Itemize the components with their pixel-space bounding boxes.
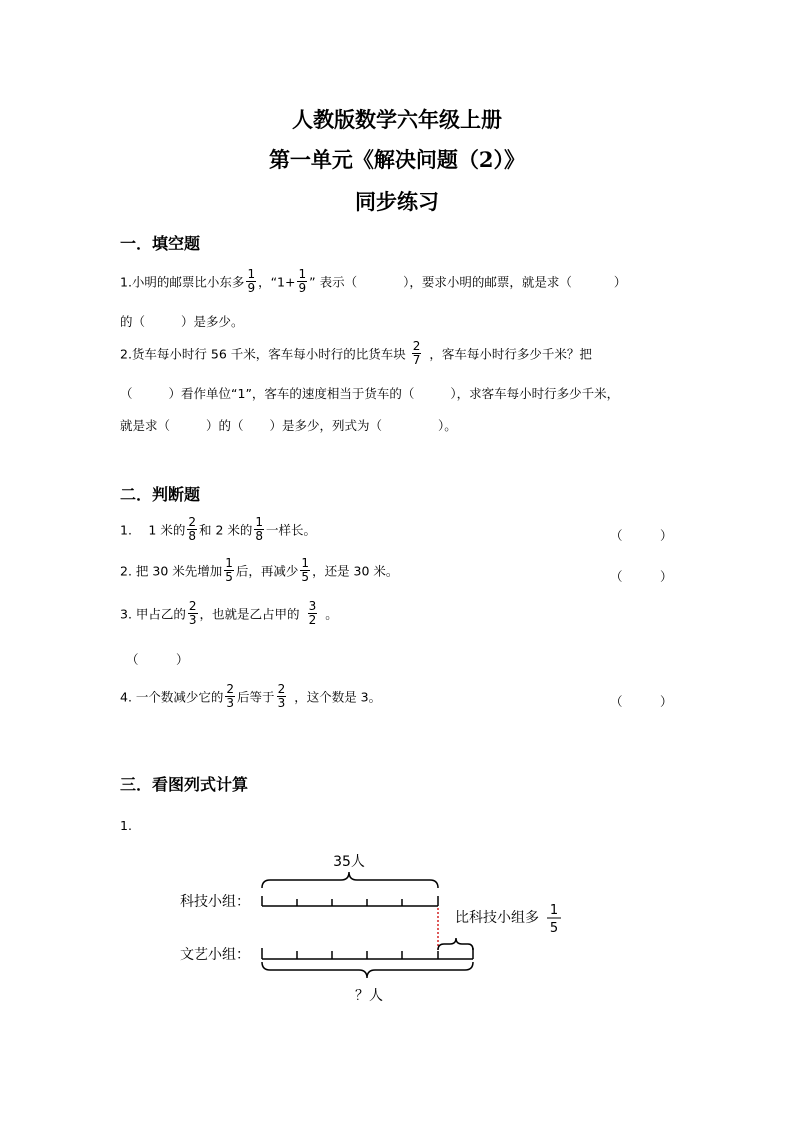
section-diagram-calc: 三．看图列式计算 (120, 775, 249, 794)
row1-label: 科技小组： (180, 894, 250, 910)
art-ticks (262, 948, 473, 959)
side-label: 比科技小组多 (455, 910, 539, 926)
doc-heading: 同步练习 (355, 189, 439, 214)
bottom-brace (262, 962, 473, 978)
judge-q2: 2. 把 30 米先增加 $\frac{1}{5}$ 后，再减少 $\frac{1}{5}$ ，还是 30 米。 (120, 556, 399, 584)
fill-q2-line2: （ ）看作单位“1”，客车的速度相当于货车的（ ），求客车每小时行多少千米， (120, 386, 620, 401)
fill-q1-line1: 1.小明的邮票比小东多 $\frac{1}{9}$ ，“1+ $\frac{1}{9}$ ” 表示（ ），要求小明的邮票，就是求（ ） (120, 267, 627, 295)
fill-q2-line3: 就是求（ ）的（ ）是多少，列式为（ ）。 (120, 418, 457, 433)
judge-q4-answer: （ ） (610, 694, 673, 709)
judge-q2-answer: （ ） (610, 569, 673, 584)
judge-q3-answer: （ ） (126, 652, 189, 667)
judge-q1: 1. 1 米的 $\frac{2}{8}$ 和 2 米的 $\frac{1}{8}$ 一样长。 (120, 515, 317, 543)
doc-title: 人教版数学六年级上册 (292, 107, 502, 132)
section-judge: 二．判断题 (120, 485, 201, 504)
calc-q1-number: 1. (120, 818, 132, 833)
judge-q3: 3. 甲占乙的 $\frac{2}{3}$ ，也就是乙占甲的 $\frac{3}{2}$ 。 (120, 599, 338, 627)
judge-q1-answer: （ ） (610, 528, 673, 543)
doc-subtitle: 第一单元《解决问题（2）》 (268, 147, 526, 172)
fill-q2-line1: 2.货车每小时行 56 千米，客车每小时行的比货车块 $\frac{2}{7}$ ，客车每小时行多少千米？把 (120, 339, 592, 367)
side-brace (438, 938, 473, 950)
fill-q1-line2: 的（ ）是多少。 (120, 314, 244, 329)
science-ticks (262, 896, 438, 906)
side-fraction-numerator: 1 (549, 903, 559, 918)
row2-label: 文艺小组： (180, 947, 250, 963)
side-fraction-denominator: 5 (549, 921, 559, 936)
bottom-label: ？人 (355, 988, 383, 1004)
judge-q4: 4. 一个数减少它的 $\frac{2}{3}$ 后等于 $\frac{2}{3}$ ，这个数是 3。 (120, 682, 382, 710)
top-brace (262, 872, 438, 888)
section-fill-blank: 一．填空题 (120, 234, 201, 253)
top-label: 35人 (333, 854, 365, 870)
